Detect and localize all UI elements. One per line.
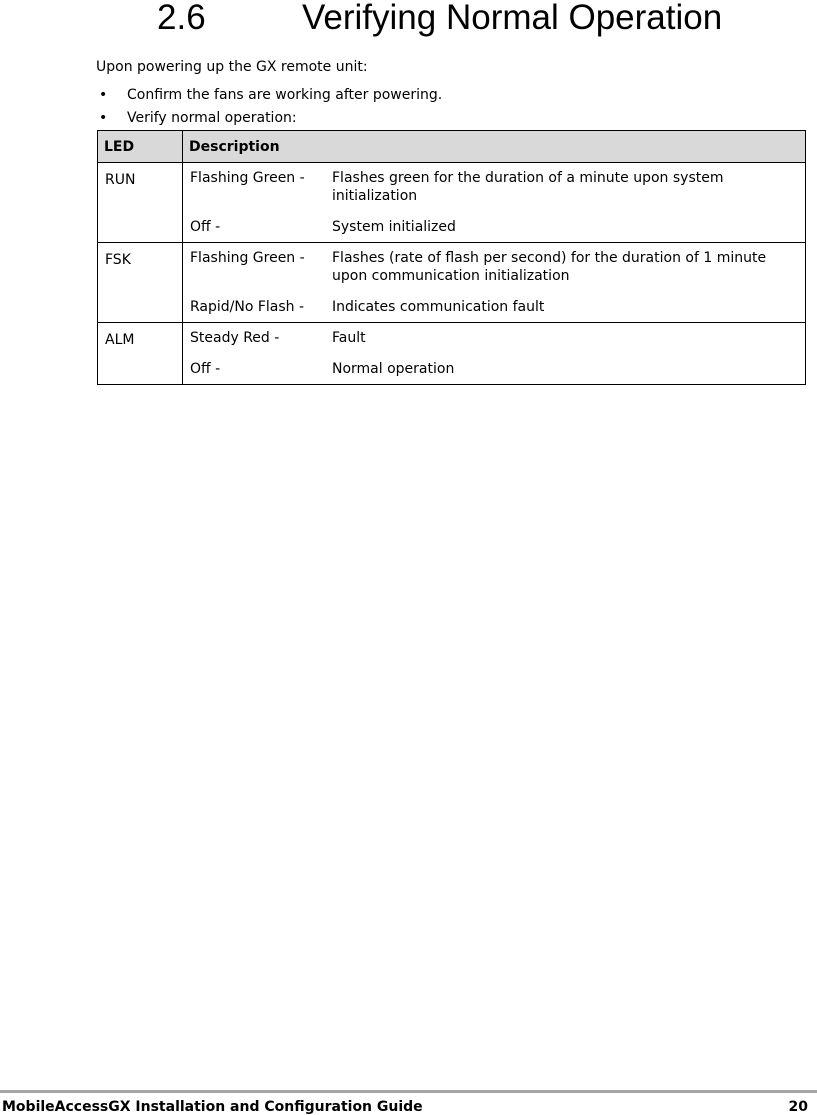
state-text: System initialized bbox=[332, 219, 456, 235]
led-name: ALM bbox=[98, 323, 183, 385]
list-item bbox=[96, 86, 442, 109]
footer-page-number: 20 bbox=[788, 1099, 808, 1115]
state-text: Flashes green for the duration of a minute upon system initialization bbox=[332, 170, 724, 204]
bullet-list bbox=[96, 86, 442, 132]
footer-document-title: MobileAccessGX Installation and Configuration Guide bbox=[2, 1099, 423, 1115]
led-name: FSK bbox=[98, 243, 183, 323]
table-header-row bbox=[98, 131, 806, 163]
state-text: Normal operation bbox=[332, 361, 455, 377]
state-text: Indicates communication fault bbox=[332, 299, 545, 315]
bullet-icon: • bbox=[99, 87, 108, 103]
state-entry bbox=[190, 218, 797, 236]
state-label: Steady Red - bbox=[190, 330, 280, 346]
led-status-table bbox=[97, 130, 806, 385]
state-entry bbox=[190, 249, 797, 285]
led-name: RUN bbox=[98, 163, 183, 243]
state-label: Flashing Green - bbox=[190, 250, 305, 266]
column-header-description: Description bbox=[183, 131, 806, 163]
state-entry bbox=[190, 329, 797, 347]
state-label: Rapid/No Flash - bbox=[190, 299, 305, 315]
state-entry bbox=[190, 169, 797, 205]
state-label: Off - bbox=[190, 361, 221, 377]
state-label: Flashing Green - bbox=[190, 170, 305, 186]
table-row bbox=[98, 163, 806, 243]
led-description bbox=[183, 323, 806, 385]
table-row bbox=[98, 323, 806, 385]
table-row bbox=[98, 243, 806, 323]
led-description bbox=[183, 163, 806, 243]
list-item bbox=[96, 109, 442, 132]
state-text: Fault bbox=[332, 330, 366, 346]
led-description bbox=[183, 243, 806, 323]
state-entry bbox=[190, 360, 797, 378]
state-entry bbox=[190, 298, 797, 316]
section-title: Verifying Normal Operation bbox=[302, 0, 723, 37]
footer-divider bbox=[0, 1090, 817, 1093]
bullet-text: Verify normal operation: bbox=[127, 110, 297, 126]
state-text: Flashes (rate of flash per second) for the duration of 1 minute upon communication initialization bbox=[332, 250, 767, 284]
section-heading bbox=[0, 0, 817, 40]
bullet-text: Confirm the fans are working after powering. bbox=[127, 87, 443, 103]
bullet-icon: • bbox=[99, 110, 108, 126]
state-label: Off - bbox=[190, 219, 221, 235]
section-number: 2.6 bbox=[157, 0, 206, 37]
column-header-led: LED bbox=[98, 131, 183, 163]
intro-text: Upon powering up the GX remote unit: bbox=[96, 59, 368, 75]
